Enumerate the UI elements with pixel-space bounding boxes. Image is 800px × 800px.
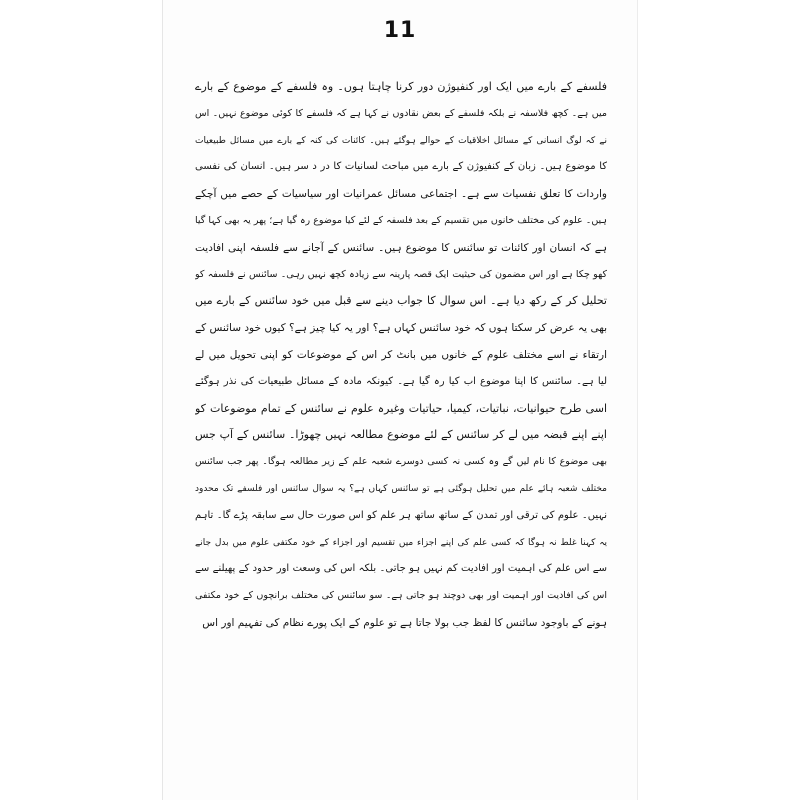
- text-line: یہ کہنا غلط نہ ہوگا کہ کسی علم کی اپنے اجزاء میں تقسیم اور اجزاء کے خود مکتفی علوم میں بدل جانے: [195, 537, 607, 548]
- text-line: مختلف شعبہ ہائے علم میں تحلیل ہوگئی ہے تو سائنس کہاں ہے؟ یہ سوال سائنس اور فلسفے تک محدود: [195, 483, 607, 494]
- text-line: اس کی افادیت اور اہمیت اور بھی دوچند ہو جاتی ہے۔ سو سائنس کی مختلف برانچوں کے خود مکتفی: [195, 590, 607, 602]
- text-line: میں ہے۔ کچھ فلاسفہ نے بلکہ فلسفے کے بعض نقادوں نے کہا ہے کہ فلسفے کا کوئی موضوع نہیں۔ اس: [195, 107, 607, 119]
- text-line: نے کہ لوگ انسانی کے مسائل اخلاقیات کے حوالے ہوگئے ہیں۔ کائنات کی کنہ کے بارے میں مسائل طبیعیات: [195, 135, 607, 146]
- text-line: ہونے کے باوجود سائنس کا لفظ جب بولا جاتا ہے تو علوم کے ایک پورے نظام کی تفہیم اور اس: [202, 616, 607, 629]
- text-line: ہے کہ انسان اور کائنات تو سائنس کا موضوع ہیں۔ سائنس کے آجانے سے فلسفہ اپنی افادیت: [195, 241, 607, 254]
- body-text: [195, 74, 607, 637]
- text-line: ہیں۔ علوم کی مختلف خانوں میں تقسیم کے بعد فلسفہ کے لئے کیا موضوع رہ گیا ہے؛ پھر یہ بھی کہا گیا: [195, 214, 607, 226]
- text-line: نہیں۔ علوم کی ترقی اور تمدن کے ساتھ ساتھ ہر علم کو اس صورت حال سے سابقہ پڑے گا۔ تاہم: [195, 509, 607, 521]
- text-line: اسی طرح حیوانیات، نباتیات، کیمیا، حیاتیات وغیرہ علوم نے سائنس کے تمام موضوعات کو: [195, 401, 607, 415]
- text-line: فلسفے کے بارے میں ایک اور کنفیوژن دور کرنا چاہتا ہوں۔ وہ فلسفے کے موضوع کے بارے: [195, 80, 607, 93]
- text-line: بھی موضوع کا نام لیں گے وہ کسی نہ کسی دوسرے شعبہ علم کے زیر مطالعہ ہوگا۔ پھر جب سائنس: [195, 456, 607, 468]
- page-number: 11: [383, 18, 417, 43]
- text-line: اپنے اپنے قبضہ میں لے کر سائنس کے لئے موضوع مطالعہ نہیں چھوڑا۔ سائنس کے آپ جس: [195, 428, 607, 442]
- text-line: لیا ہے۔ سائنس کا اپنا موضوع اب کیا رہ گیا ہے۔ کیونکہ مادہ کے مسائل طبیعیات کی نذر ہوگئے: [195, 375, 607, 387]
- text-line: کھو چکا ہے اور اس مضمون کی حیثیت ایک قصہ پارینہ سے زیادہ کچھ نہیں رہی۔ سائنس نے فلسفہ کو: [195, 268, 607, 280]
- text-line: واردات کا تعلق نفسیات سے ہے۔ اجتماعی مسائل عمرانیات اور سیاسیات کے حصے میں آچکے: [195, 188, 607, 201]
- text-line: تحلیل کر کے رکھ دیا ہے۔ اس سوال کا جواب دینے سے قبل میں خود سائنس کے بارے میں: [195, 294, 607, 308]
- text-line: سے اس علم کی اہمیت اور افادیت کم نہیں ہو جاتی۔ بلکہ اس کی وسعت اور حدود کے پھیلنے سے: [195, 563, 607, 575]
- text-line: کا موضوع ہیں۔ زبان کے کنفیوژن کے بارے میں مباحث لسانیات کا در د سر ہیں۔ انسان کی نفسی: [195, 161, 607, 173]
- text-line: ارتقاء نے اسے مختلف علوم کے خانوں میں بانٹ کر اس کے موضوعات کو اپنی تحویل میں لے: [195, 348, 607, 361]
- text-line: بھی یہ عرض کر سکتا ہوں کہ خود سائنس کہاں ہے؟ اور یہ کیا چیز ہے؟ کیوں خود سائنس کے: [195, 322, 607, 335]
